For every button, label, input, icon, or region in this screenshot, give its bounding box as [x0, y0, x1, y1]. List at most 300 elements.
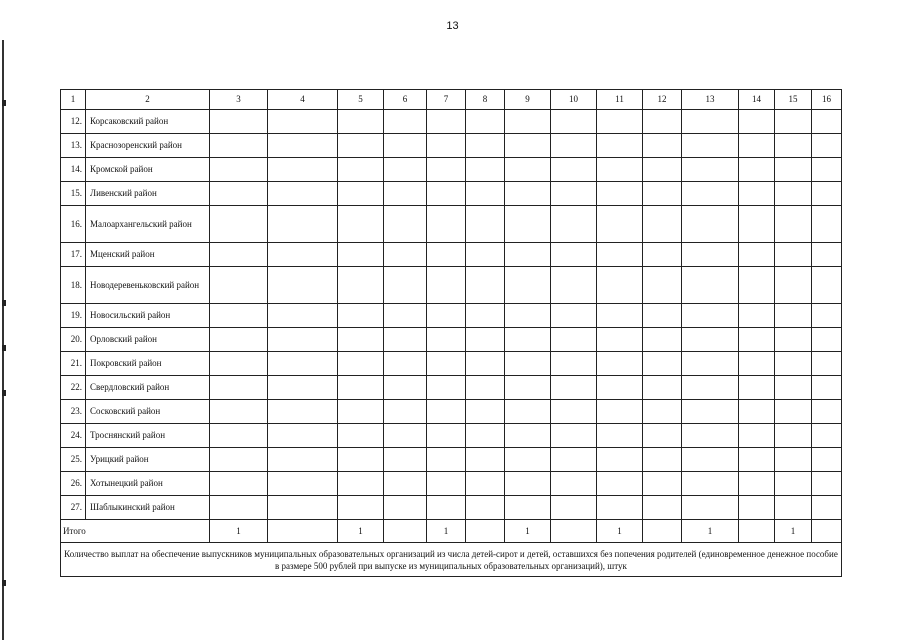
data-cell [775, 496, 812, 520]
data-cell [551, 472, 597, 496]
district-name: Троснянский район [86, 424, 210, 448]
data-cell [338, 328, 384, 352]
row-number: 21. [61, 352, 86, 376]
data-cell [812, 110, 842, 134]
data-cell [682, 472, 739, 496]
data-cell [812, 472, 842, 496]
district-name: Ливенский район [86, 182, 210, 206]
data-cell [384, 110, 427, 134]
data-cell [775, 448, 812, 472]
data-cell [682, 400, 739, 424]
data-cell [427, 243, 466, 267]
data-cell [643, 182, 682, 206]
data-cell [427, 182, 466, 206]
data-cell [597, 472, 643, 496]
data-cell [427, 134, 466, 158]
data-cell [338, 472, 384, 496]
data-cell [551, 110, 597, 134]
column-header-1: 1 [61, 90, 86, 110]
data-cell [268, 328, 338, 352]
data-cell [775, 304, 812, 328]
column-header-13: 13 [682, 90, 739, 110]
total-value: 1 [210, 520, 268, 543]
data-cell [597, 267, 643, 304]
data-cell [597, 134, 643, 158]
data-cell [643, 267, 682, 304]
data-cell [268, 448, 338, 472]
column-header-16: 16 [812, 90, 842, 110]
data-cell [682, 243, 739, 267]
district-name: Новосильский район [86, 304, 210, 328]
data-cell [643, 206, 682, 243]
data-cell [210, 400, 268, 424]
data-cell [643, 352, 682, 376]
district-name: Свердловский район [86, 376, 210, 400]
data-cell [551, 182, 597, 206]
data-cell [466, 134, 505, 158]
data-cell [682, 376, 739, 400]
column-header-15: 15 [775, 90, 812, 110]
data-cell [338, 182, 384, 206]
data-cell [427, 158, 466, 182]
data-cell [268, 134, 338, 158]
data-cell [384, 206, 427, 243]
data-cell [812, 352, 842, 376]
data-cell [338, 376, 384, 400]
table-row [61, 243, 842, 267]
data-cell [739, 243, 775, 267]
data-cell [682, 267, 739, 304]
data-cell [384, 158, 427, 182]
data-cell [682, 182, 739, 206]
data-cell [427, 448, 466, 472]
data-cell [643, 158, 682, 182]
data-cell [427, 472, 466, 496]
data-cell [551, 400, 597, 424]
data-cell [775, 110, 812, 134]
data-cell [466, 243, 505, 267]
data-cell [338, 243, 384, 267]
data-cell [210, 134, 268, 158]
data-cell [775, 352, 812, 376]
data-cell [739, 134, 775, 158]
data-cell [427, 400, 466, 424]
data-cell [338, 267, 384, 304]
data-cell [597, 182, 643, 206]
data-cell [643, 424, 682, 448]
row-number: 20. [61, 328, 86, 352]
binding-mark [2, 580, 6, 586]
data-cell [384, 472, 427, 496]
table-row [61, 206, 842, 243]
data-cell [505, 376, 551, 400]
data-cell [427, 376, 466, 400]
data-cell [643, 376, 682, 400]
data-cell [812, 182, 842, 206]
data-cell [682, 110, 739, 134]
table-row [61, 304, 842, 328]
district-name: Сосковский район [86, 400, 210, 424]
data-cell [812, 243, 842, 267]
data-cell [338, 352, 384, 376]
data-cell [505, 243, 551, 267]
data-cell [210, 206, 268, 243]
total-value: 1 [427, 520, 466, 543]
total-value [268, 520, 338, 543]
data-cell [505, 328, 551, 352]
data-cell [682, 206, 739, 243]
data-cell [505, 496, 551, 520]
data-cell [775, 376, 812, 400]
data-cell [384, 328, 427, 352]
data-cell [268, 206, 338, 243]
data-cell [505, 158, 551, 182]
data-cell [812, 424, 842, 448]
data-cell [551, 206, 597, 243]
data-cell [597, 158, 643, 182]
column-header-3: 3 [210, 90, 268, 110]
data-cell [466, 352, 505, 376]
data-cell [505, 267, 551, 304]
data-cell [643, 110, 682, 134]
column-header-10: 10 [551, 90, 597, 110]
table-row [61, 472, 842, 496]
footnote-row [61, 543, 842, 577]
data-cell [210, 158, 268, 182]
data-cell [682, 424, 739, 448]
row-number: 16. [61, 206, 86, 243]
data-cell [812, 206, 842, 243]
total-value: 1 [338, 520, 384, 543]
data-cell [551, 352, 597, 376]
data-cell [427, 206, 466, 243]
column-header-12: 12 [643, 90, 682, 110]
data-cell [597, 496, 643, 520]
table-row [61, 496, 842, 520]
table-row [61, 448, 842, 472]
table-row [61, 400, 842, 424]
data-cell [210, 267, 268, 304]
table-row [61, 328, 842, 352]
column-header-8: 8 [466, 90, 505, 110]
table-row [61, 424, 842, 448]
row-number: 26. [61, 472, 86, 496]
total-value: 1 [682, 520, 739, 543]
data-cell [597, 304, 643, 328]
data-cell [384, 496, 427, 520]
data-cell [210, 472, 268, 496]
data-cell [739, 267, 775, 304]
data-cell [268, 267, 338, 304]
data-cell [505, 352, 551, 376]
row-number: 22. [61, 376, 86, 400]
data-cell [384, 243, 427, 267]
data-cell [268, 352, 338, 376]
data-cell [643, 496, 682, 520]
data-cell [466, 376, 505, 400]
data-cell [466, 496, 505, 520]
data-cell [338, 158, 384, 182]
data-cell [466, 472, 505, 496]
data-cell [384, 424, 427, 448]
binding-mark [2, 300, 6, 306]
district-name: Кромской район [86, 158, 210, 182]
data-cell [268, 472, 338, 496]
data-cell [210, 376, 268, 400]
data-cell [505, 182, 551, 206]
data-cell [427, 328, 466, 352]
data-cell [551, 267, 597, 304]
column-header-9: 9 [505, 90, 551, 110]
district-name: Мценский район [86, 243, 210, 267]
district-name: Урицкий район [86, 448, 210, 472]
data-cell [597, 448, 643, 472]
table-row [61, 182, 842, 206]
data-cell [551, 448, 597, 472]
data-cell [551, 134, 597, 158]
data-cell [427, 424, 466, 448]
data-cell [597, 206, 643, 243]
data-cell [551, 158, 597, 182]
district-name: Новодеревеньковский район [86, 267, 210, 304]
district-name: Малоархангельский район [86, 206, 210, 243]
data-cell [338, 496, 384, 520]
data-cell [739, 110, 775, 134]
data-cell [597, 376, 643, 400]
header-row [61, 90, 842, 110]
data-cell [775, 182, 812, 206]
data-cell [268, 182, 338, 206]
total-value [466, 520, 505, 543]
data-cell [384, 304, 427, 328]
data-cell [268, 424, 338, 448]
total-label: Итого [61, 520, 210, 543]
data-cell [427, 352, 466, 376]
row-number: 25. [61, 448, 86, 472]
data-cell [775, 424, 812, 448]
total-value [739, 520, 775, 543]
data-cell [643, 243, 682, 267]
data-cell [384, 182, 427, 206]
data-cell [812, 376, 842, 400]
data-cell [551, 424, 597, 448]
data-cell [812, 448, 842, 472]
total-value: 1 [597, 520, 643, 543]
data-cell [210, 328, 268, 352]
data-cell [682, 448, 739, 472]
data-cell [466, 267, 505, 304]
data-cell [597, 243, 643, 267]
data-cell [268, 243, 338, 267]
data-cell [210, 110, 268, 134]
column-header-7: 7 [427, 90, 466, 110]
row-number: 15. [61, 182, 86, 206]
data-cell [210, 352, 268, 376]
data-cell [682, 328, 739, 352]
data-cell [427, 267, 466, 304]
data-cell [210, 243, 268, 267]
data-cell [338, 110, 384, 134]
data-cell [338, 448, 384, 472]
data-cell [597, 352, 643, 376]
total-value [812, 520, 842, 543]
data-cell [466, 158, 505, 182]
data-cell [812, 328, 842, 352]
data-cell [466, 328, 505, 352]
data-cell [338, 424, 384, 448]
total-value [551, 520, 597, 543]
data-cell [643, 400, 682, 424]
data-cell [739, 158, 775, 182]
binding-mark [2, 345, 6, 351]
row-number: 14. [61, 158, 86, 182]
column-header-4: 4 [268, 90, 338, 110]
data-cell [682, 158, 739, 182]
row-number: 27. [61, 496, 86, 520]
data-cell [775, 400, 812, 424]
data-cell [338, 206, 384, 243]
data-cell [466, 424, 505, 448]
data-cell [466, 448, 505, 472]
data-cell [384, 352, 427, 376]
data-cell [505, 304, 551, 328]
data-cell [812, 496, 842, 520]
data-cell [643, 304, 682, 328]
footnote-text: Количество выплат на обеспечение выпускников муниципальных образовательных организаций из числа детей-сирот и детей, оставшихся без попечения родителей (единовременное денежное пособие в размере 500 рублей при выпуске из муниципальных образовательных организаций), штук [61, 543, 842, 577]
total-value: 1 [505, 520, 551, 543]
data-cell [268, 110, 338, 134]
total-value [384, 520, 427, 543]
table-row [61, 110, 842, 134]
data-cell [597, 424, 643, 448]
data-cell [505, 424, 551, 448]
data-cell [739, 424, 775, 448]
data-cell [643, 328, 682, 352]
district-name: Покровский район [86, 352, 210, 376]
data-cell [551, 496, 597, 520]
data-cell [268, 400, 338, 424]
table-row [61, 376, 842, 400]
data-cell [775, 158, 812, 182]
data-cell [682, 496, 739, 520]
binding-mark [2, 100, 6, 106]
data-cell [466, 400, 505, 424]
data-cell [551, 376, 597, 400]
table-row [61, 267, 842, 304]
data-cell [597, 110, 643, 134]
data-cell [268, 376, 338, 400]
data-cell [739, 448, 775, 472]
total-row [61, 520, 842, 543]
data-cell [505, 448, 551, 472]
data-cell [551, 243, 597, 267]
row-number: 13. [61, 134, 86, 158]
row-number: 12. [61, 110, 86, 134]
data-cell [551, 328, 597, 352]
data-cell [812, 304, 842, 328]
column-header-2: 2 [86, 90, 210, 110]
data-cell [643, 134, 682, 158]
data-cell [505, 206, 551, 243]
data-cell [505, 110, 551, 134]
data-cell [682, 304, 739, 328]
data-cell [210, 182, 268, 206]
data-cell [210, 448, 268, 472]
data-cell [384, 376, 427, 400]
data-cell [812, 267, 842, 304]
row-number: 24. [61, 424, 86, 448]
report-table [60, 89, 842, 577]
data-cell [597, 328, 643, 352]
data-cell [384, 400, 427, 424]
column-header-14: 14 [739, 90, 775, 110]
data-cell [268, 304, 338, 328]
data-cell [505, 472, 551, 496]
data-cell [739, 304, 775, 328]
data-cell [466, 110, 505, 134]
data-cell [775, 206, 812, 243]
district-name: Краснозоренский район [86, 134, 210, 158]
total-value [643, 520, 682, 543]
data-cell [739, 328, 775, 352]
row-number: 19. [61, 304, 86, 328]
data-cell [551, 304, 597, 328]
district-name: Корсаковский район [86, 110, 210, 134]
data-cell [739, 206, 775, 243]
data-cell [775, 134, 812, 158]
data-cell [210, 424, 268, 448]
data-cell [739, 352, 775, 376]
data-cell [384, 448, 427, 472]
data-cell [597, 400, 643, 424]
data-cell [812, 134, 842, 158]
data-cell [812, 400, 842, 424]
table-row [61, 158, 842, 182]
data-cell [466, 304, 505, 328]
data-cell [775, 267, 812, 304]
column-header-6: 6 [384, 90, 427, 110]
total-value: 1 [775, 520, 812, 543]
page-number: 13 [446, 20, 459, 32]
data-cell [384, 134, 427, 158]
data-cell [427, 110, 466, 134]
data-cell [268, 158, 338, 182]
data-cell [739, 496, 775, 520]
district-name: Хотынецкий район [86, 472, 210, 496]
data-cell [682, 352, 739, 376]
data-cell [338, 134, 384, 158]
data-cell [210, 496, 268, 520]
district-name: Шаблыкинский район [86, 496, 210, 520]
table-row [61, 134, 842, 158]
data-cell [812, 158, 842, 182]
row-number: 18. [61, 267, 86, 304]
data-cell [739, 182, 775, 206]
binding-mark [2, 390, 6, 396]
data-cell [739, 400, 775, 424]
data-cell [427, 304, 466, 328]
binding-edge [2, 40, 4, 640]
data-cell [739, 376, 775, 400]
row-number: 23. [61, 400, 86, 424]
data-cell [505, 400, 551, 424]
data-cell [268, 496, 338, 520]
column-header-5: 5 [338, 90, 384, 110]
data-cell [643, 448, 682, 472]
data-cell [384, 267, 427, 304]
data-cell [338, 304, 384, 328]
table-row [61, 352, 842, 376]
